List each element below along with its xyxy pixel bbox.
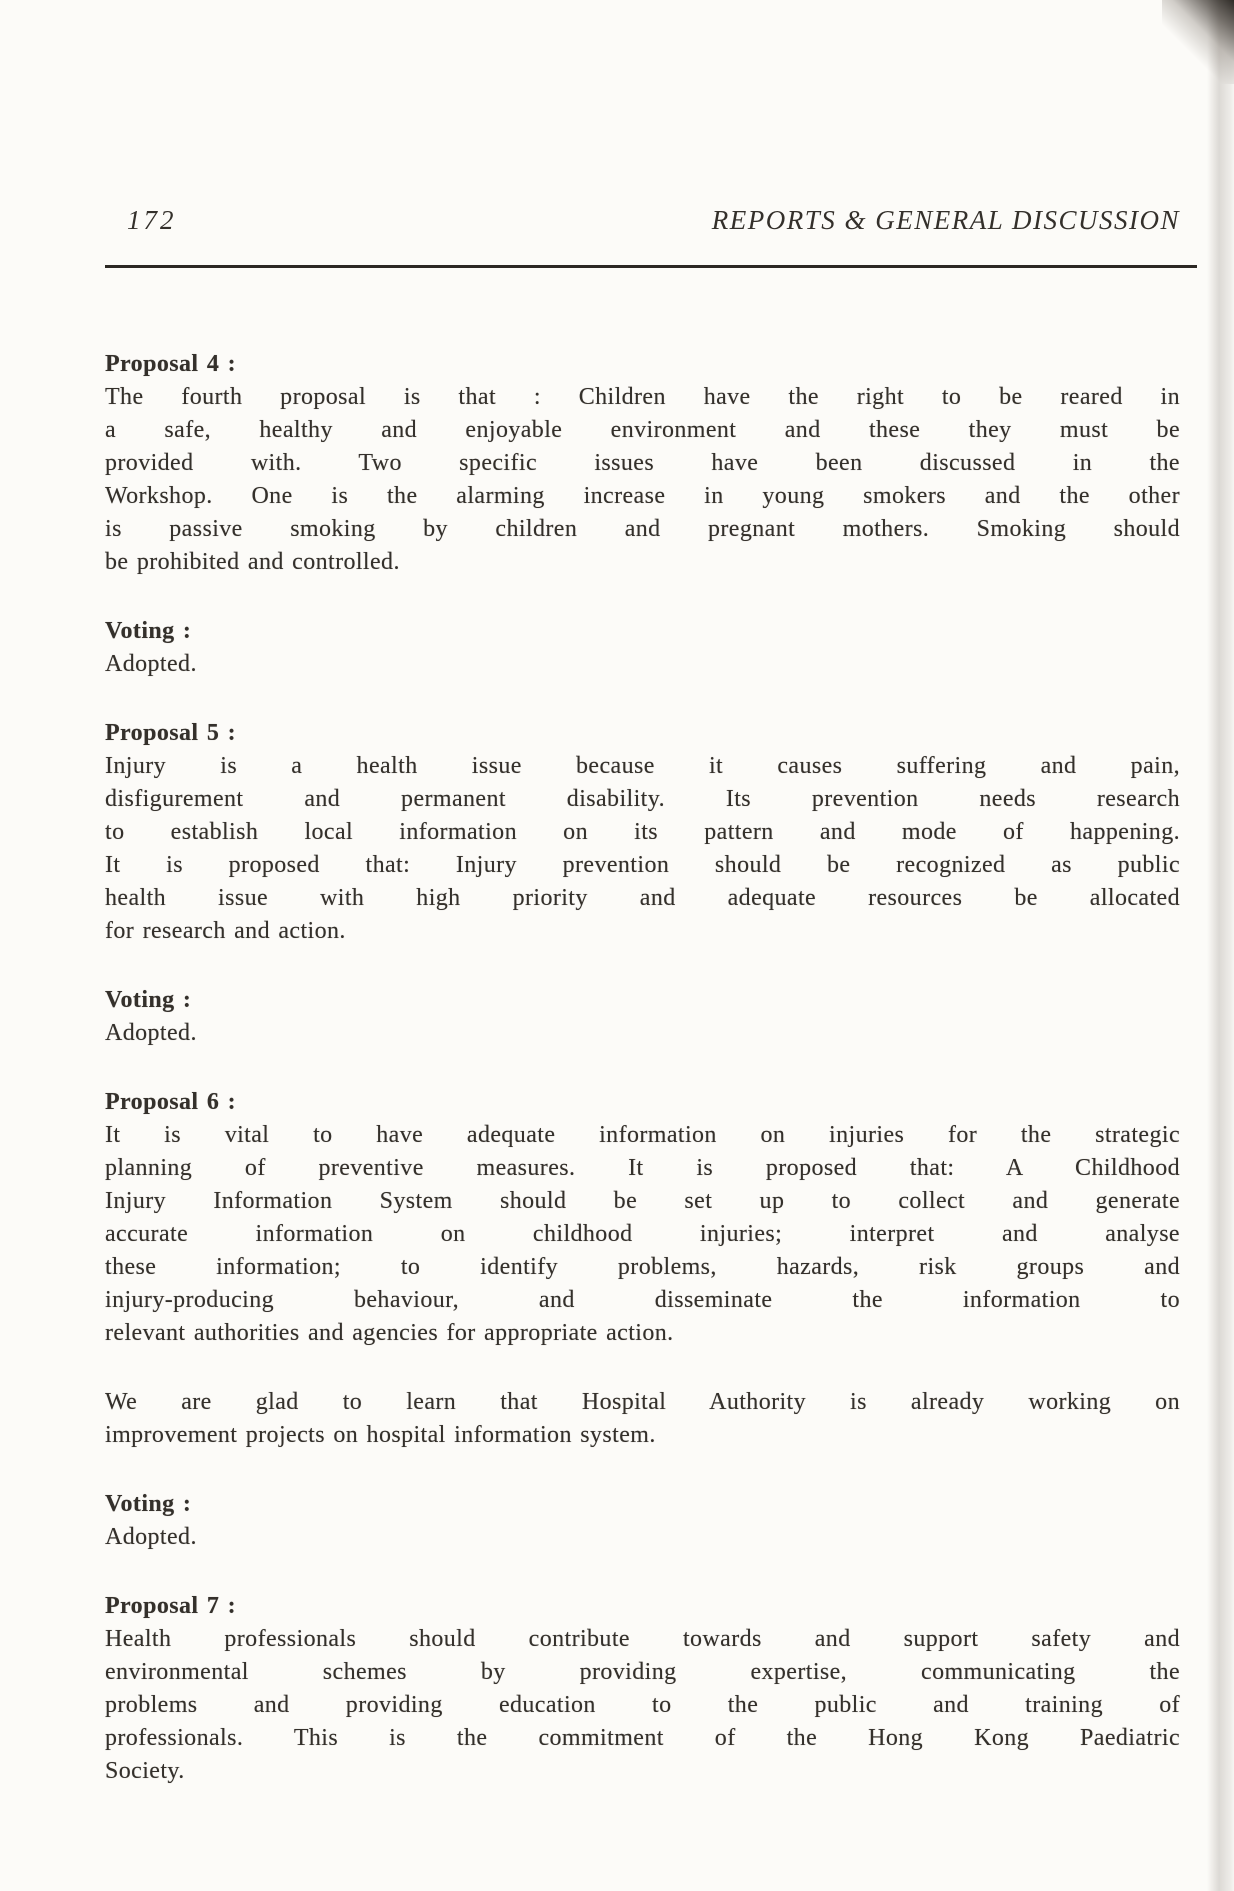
- text-line: these information; to identify problems, hazards, risk groups and: [105, 1254, 1180, 1280]
- voting-3: [105, 1488, 1180, 1554]
- text-line: We are glad to learn that Hospital Authority is already working on: [105, 1389, 1180, 1415]
- text-line: The fourth proposal is that : Children have the right to be reared in: [105, 384, 1180, 410]
- text-line: problems and providing education to the public and training of: [105, 1692, 1180, 1718]
- page-number: 172: [127, 205, 177, 235]
- text-line: Injury is a health issue because it causes suffering and pain,: [105, 753, 1180, 779]
- remark-hospital-authority: [105, 1386, 1180, 1452]
- text-line: to establish local information on its pattern and mode of happening.: [105, 819, 1180, 845]
- text-line: provided with. Two specific issues have been discussed in the: [105, 450, 1180, 476]
- text-line: relevant authorities and agencies for appropriate action.: [105, 1320, 674, 1346]
- document-body: [105, 348, 1180, 1788]
- page-edge-shadow: [1207, 0, 1234, 1891]
- text-line: Adopted.: [105, 1524, 197, 1550]
- text-line: is passive smoking by children and pregnant mothers. Smoking should: [105, 516, 1180, 542]
- page-masthead: [105, 203, 1180, 237]
- proposal-5: [105, 717, 1180, 948]
- proposal-7: [105, 1590, 1180, 1788]
- text-line: be prohibited and controlled.: [105, 549, 400, 575]
- top-right-corner-shadow: [1162, 0, 1234, 84]
- text-line: health issue with high priority and adequate resources be allocated: [105, 885, 1180, 911]
- section-heading: Proposal 4 :: [105, 351, 237, 377]
- section-heading: Proposal 6 :: [105, 1089, 237, 1115]
- text-line: Society.: [105, 1758, 185, 1784]
- text-line: Adopted.: [105, 1020, 197, 1046]
- section-heading: Proposal 5 :: [105, 720, 237, 746]
- text-line: Health professionals should contribute towards and support safety and: [105, 1626, 1180, 1652]
- text-line: It is proposed that: Injury prevention should be recognized as public: [105, 852, 1180, 878]
- text-line: a safe, healthy and enjoyable environment and these they must be: [105, 417, 1180, 443]
- section-heading: Voting :: [105, 618, 192, 644]
- voting-1: [105, 615, 1180, 681]
- text-line: planning of preventive measures. It is proposed that: A Childhood: [105, 1155, 1180, 1181]
- text-line: for research and action.: [105, 918, 346, 944]
- text-line: environmental schemes by providing expertise, communicating the: [105, 1659, 1180, 1685]
- section-heading: Proposal 7 :: [105, 1593, 237, 1619]
- text-line: professionals. This is the commitment of the Hong Kong Paediatric: [105, 1725, 1180, 1751]
- text-line: Adopted.: [105, 651, 197, 677]
- text-line: It is vital to have adequate information on injuries for the strategic: [105, 1122, 1180, 1148]
- voting-2: [105, 984, 1180, 1050]
- text-line: improvement projects on hospital information system.: [105, 1422, 656, 1448]
- text-line: Injury Information System should be set up to collect and generate: [105, 1188, 1180, 1214]
- text-line: Workshop. One is the alarming increase in young smokers and the other: [105, 483, 1180, 509]
- running-header-title: REPORTS & GENERAL DISCUSSION: [711, 205, 1180, 235]
- text-line: disfigurement and permanent disability. Its prevention needs research: [105, 786, 1180, 812]
- section-heading: Voting :: [105, 1491, 192, 1517]
- text-line: accurate information on childhood injuries; interpret and analyse: [105, 1221, 1180, 1247]
- proposal-6: [105, 1086, 1180, 1350]
- header-rule: [105, 265, 1197, 268]
- proposal-4: [105, 348, 1180, 579]
- text-line: injury-producing behaviour, and disseminate the information to: [105, 1287, 1180, 1313]
- section-heading: Voting :: [105, 987, 192, 1013]
